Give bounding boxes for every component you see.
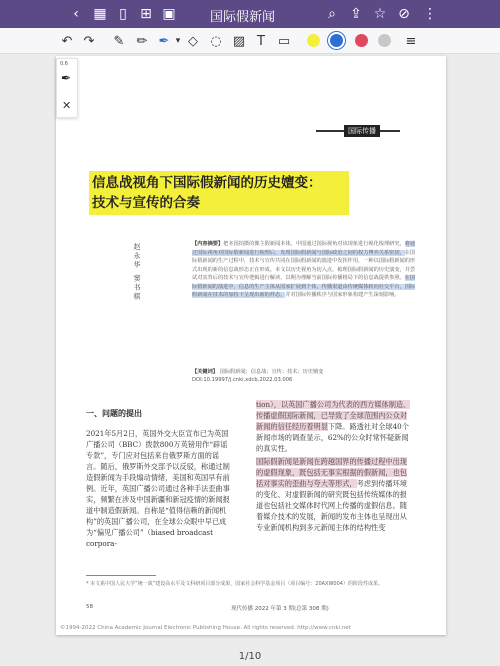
color-red-swatch[interactable]	[355, 34, 368, 47]
top-app-bar	[0, 0, 500, 28]
back-icon[interactable]: ‹	[73, 6, 79, 22]
share-icon[interactable]: ⇪	[350, 6, 362, 22]
text-icon[interactable]: T	[257, 33, 265, 49]
pencil-icon[interactable]: ✏	[136, 33, 148, 49]
fountain-pen-icon[interactable]: ✒	[61, 71, 72, 85]
image-icon[interactable]: ▨	[232, 33, 246, 49]
banner-label: 国际传播	[344, 125, 380, 137]
doi-text: DOI:10.19997/j.cnki.xdcb.2022.03.006	[192, 377, 293, 383]
right-highlight-1[interactable]: tion），以英国广播公司为代表的西方媒体制造、传播虚假国际新闻，已导致了全球范围内公众对新闻的信任经历着明显	[256, 400, 411, 431]
footnote-rule	[86, 575, 156, 576]
right-column-text	[256, 399, 414, 533]
lasso-icon[interactable]: ◌	[210, 33, 222, 49]
keywords-label: 【关键词】	[192, 369, 218, 375]
abstract-text-2: 在国际假新闻的生产过程中，技术与宣传共同在国际假新闻的演进中发挥作用，一种以国际假新闻的形式出现的新的信息战形态正在形成。本文以历史视角为切入点，梳理国际假新闻的历史演变，并尝试对其背后的技术与宣传逻辑进行解读，以期为理解当前国际传播格局下的信息战提供参照。	[192, 249, 416, 281]
headline-line-2: 技术与宣传的合奏	[92, 195, 200, 211]
close-icon[interactable]: ✕	[62, 99, 72, 112]
abstract-highlight-2[interactable]: 在国际假新闻的演进中，信息的生产主体从国家扩展到个体，传播渠道由传统媒体转向社交平台，国际假新闻在技术的加持下呈现出新的样态，	[192, 275, 416, 298]
hide-icon[interactable]: ⊘	[398, 6, 410, 22]
right-text-1: 下降。路透社对全球40个新闻市场的调查显示，62%的公众时常怀疑新闻的真实性。	[256, 422, 409, 453]
annotation-toolbar	[0, 28, 500, 54]
eraser-icon[interactable]: ◇	[188, 33, 198, 49]
color-blue-swatch[interactable]	[330, 34, 343, 47]
bookmark-icon[interactable]: ▯	[119, 6, 127, 22]
pdf-page	[56, 56, 446, 635]
footnote: * 本文系中国人民大学“统一战”建设高水平及文科研项目部分成果，国家社会科学基金项目（项目编号：20AXW004）的阶段性成果。	[86, 581, 383, 587]
document-title: 国际假新闻	[210, 10, 276, 25]
journal-name: 现代传播 2022 年第 3 期(总第 308 期)	[231, 606, 329, 612]
redo-icon[interactable]: ↷	[83, 33, 95, 49]
article-headline	[89, 171, 349, 215]
keywords-text: 国际假新闻；信息战；宣传；技术；历史嬗变	[219, 369, 324, 375]
grid-icon[interactable]: ▦	[93, 6, 107, 22]
comment-icon[interactable]: ▭	[277, 33, 291, 49]
article-meta	[192, 368, 412, 384]
highlighter-icon[interactable]: ✒	[158, 33, 170, 49]
add-page-icon[interactable]: ⊞	[140, 6, 152, 22]
abstract-label: 【内容摘要】	[192, 241, 224, 247]
color-yellow-swatch[interactable]	[307, 34, 320, 47]
headline-line-1: 信息战视角下国际假新闻的历史嬗变：	[92, 175, 322, 191]
undo-icon[interactable]: ↶	[61, 33, 73, 49]
abstract-text-1: 把本国拍摄的像主假新闻本体，中国通过国际视角对该现象进行视化梳理研究，	[223, 241, 405, 247]
color-gray-swatch[interactable]	[378, 34, 391, 47]
crop-icon[interactable]: ▣	[162, 6, 176, 22]
column-banner	[316, 125, 386, 137]
page-number: 58	[86, 604, 93, 610]
pen-size-label: 0.6	[60, 61, 68, 67]
copyright-line: ©1994-2022 China Academic Journal Electronic Publishing House. All rights reserved. http://www.cnki.net	[60, 625, 351, 631]
pen-size-panel	[56, 58, 78, 118]
page-indicator: 1/10	[238, 651, 262, 662]
abstract-text-3: 并对国际传播秩序与国家形象构建产生深刻影响。	[285, 292, 400, 298]
more-icon[interactable]: ⋮	[423, 6, 437, 22]
right-text-2: 考虑到传播环境的变化、对虚假新闻的研究既包括传统媒体的报道也包括社交媒体时代网上传播的虚假信息。随着媒介技术的发展，新闻的发布主体也呈现出从专业新闻机构到多元新闻主体的结构性变	[256, 479, 407, 532]
article-authors: 赵永华 窦书棋	[133, 243, 141, 302]
left-column-text: 2021年5月2日，英国外交大臣宣布已为英国广播公司（BBC）拨款800万英镑用作“辟谣专款”，专门应对包括来自俄罗斯方面的谣言。随后，俄罗斯外交部予以反驳，称通过制造假新闻为手段煽动情绪，美国和英国早有前例。近年，英国广播公司通过各种手法歪曲事实，频繁在涉及中国新疆和新冠疫情的新闻报道中制造假新闻。自称是“值得信赖的新闻机构”的英国广播公司，在全球公众眼中早已成为“偏见广播公司”（biased broadcast corpora-	[86, 429, 230, 548]
abstract-block	[192, 240, 417, 300]
search-icon[interactable]: ⌕	[328, 6, 336, 22]
chevron-down-icon[interactable]: ▾	[175, 36, 181, 46]
section-title: 一、问题的提出	[86, 409, 142, 418]
abstract-highlight-1[interactable]: 将通过国际视角对国际假新闻进行梳理后，发现国际假新闻与国际政治之间的权力博弈关系密切，	[192, 241, 416, 256]
line-weight-icon[interactable]: ≡	[405, 33, 417, 49]
pen-icon[interactable]: ✎	[113, 33, 125, 49]
right-highlight-2[interactable]: 国际假新闻是新闻在跨越国界的传播过程中出现的虚假现象，既包括无事实根据的假新闻，也包括对事实的歪曲与夸大等形式，	[256, 457, 407, 488]
bookmark-outline-icon[interactable]: ☆	[373, 6, 387, 22]
